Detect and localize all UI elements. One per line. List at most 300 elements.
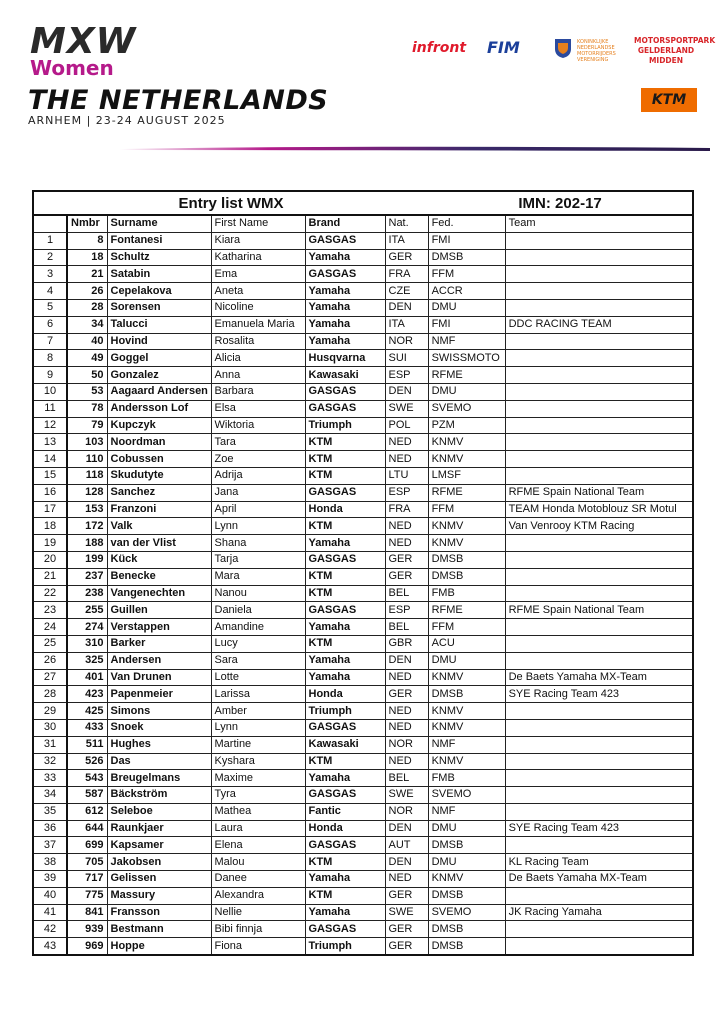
table-row: [33, 535, 693, 552]
rider-fed: KNMV: [428, 703, 505, 720]
table-title: Entry list WMX: [33, 191, 428, 215]
rider-brand: Kawasaki: [305, 736, 385, 753]
rider-team: SYE Racing Team 423: [505, 686, 693, 703]
rider-number: 841: [67, 904, 107, 921]
rider-surname: Van Drunen: [107, 669, 211, 686]
rider-nat: LTU: [385, 467, 428, 484]
rider-fed: DMU: [428, 652, 505, 669]
table-row: [33, 871, 693, 888]
table-row: [33, 299, 693, 316]
col-index: [33, 215, 67, 232]
row-index: 42: [33, 921, 67, 938]
rider-number: 128: [67, 484, 107, 501]
table-row: [33, 232, 693, 249]
rider-nat: BEL: [385, 585, 428, 602]
rider-fed: FMI: [428, 316, 505, 333]
rider-nat: DEN: [385, 652, 428, 669]
rider-fed: FFM: [428, 501, 505, 518]
row-index: 12: [33, 417, 67, 434]
table-row: [33, 787, 693, 804]
rider-brand: Triumph: [305, 417, 385, 434]
knmv-text: KONINKLIJKE NEDERLANDSE MOTORRIJDERS VERENIGING: [577, 39, 616, 63]
rider-nat: NOR: [385, 803, 428, 820]
rider-fed: NMF: [428, 736, 505, 753]
rider-team: [505, 367, 693, 384]
rider-team: [505, 535, 693, 552]
rider-team: [505, 568, 693, 585]
table-row: [33, 350, 693, 367]
rider-number: 310: [67, 635, 107, 652]
rider-first-name: Sara: [211, 652, 305, 669]
mpg-line3: MIDDEN: [648, 56, 684, 65]
rider-fed: KNMV: [428, 753, 505, 770]
table-row: [33, 669, 693, 686]
rider-brand: Yamaha: [305, 249, 385, 266]
row-index: 37: [33, 837, 67, 854]
row-index: 31: [33, 736, 67, 753]
rider-nat: GBR: [385, 635, 428, 652]
table-row: [33, 568, 693, 585]
rider-first-name: Katharina: [211, 249, 305, 266]
rider-first-name: April: [211, 501, 305, 518]
rider-fed: DMU: [428, 299, 505, 316]
rider-number: 34: [67, 316, 107, 333]
rider-first-name: Tara: [211, 434, 305, 451]
rider-fed: DMSB: [428, 837, 505, 854]
rider-fed: PZM: [428, 417, 505, 434]
row-index: 7: [33, 333, 67, 350]
page-title: THE NETHERLANDS: [28, 85, 329, 116]
rider-brand: GASGAS: [305, 266, 385, 283]
rider-first-name: Barbara: [211, 383, 305, 400]
mxw-logo: MXW: [30, 21, 137, 62]
rider-first-name: Zoe: [211, 451, 305, 468]
rider-surname: Raunkjaer: [107, 820, 211, 837]
rider-brand: GASGAS: [305, 921, 385, 938]
rider-team: [505, 434, 693, 451]
rider-number: 255: [67, 602, 107, 619]
col-first-name: First Name: [211, 215, 305, 232]
rider-surname: Noordman: [107, 434, 211, 451]
rider-team: [505, 585, 693, 602]
rider-first-name: Aneta: [211, 283, 305, 300]
row-index: 9: [33, 367, 67, 384]
rider-team: SYE Racing Team 423: [505, 820, 693, 837]
rider-surname: Cobussen: [107, 451, 211, 468]
rider-first-name: Ema: [211, 266, 305, 283]
row-index: 18: [33, 518, 67, 535]
rider-number: 26: [67, 283, 107, 300]
row-index: 1: [33, 232, 67, 249]
rider-fed: DMSB: [428, 568, 505, 585]
rider-brand: Yamaha: [305, 904, 385, 921]
table-row: [33, 316, 693, 333]
row-index: 6: [33, 316, 67, 333]
rider-nat: ITA: [385, 232, 428, 249]
rider-fed: RFME: [428, 367, 505, 384]
table-row: [33, 518, 693, 535]
table-row: [33, 803, 693, 820]
rider-first-name: Elsa: [211, 400, 305, 417]
rider-surname: Bäckström: [107, 787, 211, 804]
rider-fed: KNMV: [428, 535, 505, 552]
rider-first-name: Emanuela Maria: [211, 316, 305, 333]
table-row: [33, 484, 693, 501]
rider-team: DDC RACING TEAM: [505, 316, 693, 333]
rider-number: 103: [67, 434, 107, 451]
rider-team: [505, 736, 693, 753]
rider-number: 775: [67, 887, 107, 904]
rider-team: [505, 467, 693, 484]
row-index: 11: [33, 400, 67, 417]
rider-brand: GASGAS: [305, 400, 385, 417]
table-row: [33, 703, 693, 720]
table-row: [33, 602, 693, 619]
rider-team: [505, 350, 693, 367]
rider-number: 423: [67, 686, 107, 703]
rider-number: 40: [67, 333, 107, 350]
rider-nat: GER: [385, 938, 428, 955]
rider-fed: KNMV: [428, 518, 505, 535]
rider-surname: Kupczyk: [107, 417, 211, 434]
rider-brand: KTM: [305, 753, 385, 770]
rider-nat: GER: [385, 887, 428, 904]
rider-brand: GASGAS: [305, 602, 385, 619]
imn-label: IMN: 202-17: [428, 191, 693, 215]
rider-surname: Cepelakova: [107, 283, 211, 300]
rider-number: 587: [67, 787, 107, 804]
rider-nat: NED: [385, 753, 428, 770]
rider-surname: Satabin: [107, 266, 211, 283]
rider-fed: NMF: [428, 333, 505, 350]
rider-nat: SWE: [385, 400, 428, 417]
rider-surname: Papenmeier: [107, 686, 211, 703]
rider-number: 526: [67, 753, 107, 770]
row-index: 40: [33, 887, 67, 904]
table-row: [33, 467, 693, 484]
rider-team: [505, 299, 693, 316]
rider-surname: Andersson Lof: [107, 400, 211, 417]
row-index: 3: [33, 266, 67, 283]
col-brand: Brand: [305, 215, 385, 232]
rider-first-name: Elena: [211, 837, 305, 854]
rider-brand: KTM: [305, 635, 385, 652]
entry-list-table: [32, 190, 694, 956]
rider-nat: SWE: [385, 787, 428, 804]
rider-nat: FRA: [385, 266, 428, 283]
women-logo: Women: [30, 56, 114, 80]
rider-nat: GER: [385, 551, 428, 568]
table-row: [33, 770, 693, 787]
rider-number: 18: [67, 249, 107, 266]
rider-surname: Breugelmans: [107, 770, 211, 787]
event-subtitle: ARNHEM | 23-24 AUGUST 2025: [28, 114, 226, 127]
rider-nat: NOR: [385, 736, 428, 753]
table-row: [33, 400, 693, 417]
row-index: 39: [33, 871, 67, 888]
rider-surname: Massury: [107, 887, 211, 904]
rider-brand: GASGAS: [305, 232, 385, 249]
row-index: 5: [33, 299, 67, 316]
rider-first-name: Nellie: [211, 904, 305, 921]
col-nat: Nat.: [385, 215, 428, 232]
rider-nat: GER: [385, 686, 428, 703]
rider-fed: LMSF: [428, 467, 505, 484]
rider-fed: SVEMO: [428, 787, 505, 804]
rider-first-name: Nicoline: [211, 299, 305, 316]
table-body: [33, 232, 693, 955]
rider-number: 238: [67, 585, 107, 602]
rider-surname: van der Vlist: [107, 535, 211, 552]
table-title-row: [33, 191, 693, 215]
rider-nat: SUI: [385, 350, 428, 367]
rider-fed: DMSB: [428, 249, 505, 266]
rider-first-name: Jana: [211, 484, 305, 501]
rider-fed: FMI: [428, 232, 505, 249]
rider-nat: ITA: [385, 316, 428, 333]
rider-fed: DMSB: [428, 921, 505, 938]
rider-first-name: Shana: [211, 535, 305, 552]
rider-number: 325: [67, 652, 107, 669]
rider-first-name: Danee: [211, 871, 305, 888]
rider-brand: Husqvarna: [305, 350, 385, 367]
rider-surname: Aagaard Andersen: [107, 383, 211, 400]
rider-first-name: Kiara: [211, 232, 305, 249]
rider-nat: CZE: [385, 283, 428, 300]
rider-number: 237: [67, 568, 107, 585]
rider-surname: Snoek: [107, 719, 211, 736]
rider-first-name: Amber: [211, 703, 305, 720]
rider-surname: Hoppe: [107, 938, 211, 955]
rider-brand: Honda: [305, 501, 385, 518]
rider-nat: DEN: [385, 854, 428, 871]
rider-number: 8: [67, 232, 107, 249]
rider-team: RFME Spain National Team: [505, 484, 693, 501]
row-index: 8: [33, 350, 67, 367]
table-row: [33, 266, 693, 283]
rider-fed: KNMV: [428, 871, 505, 888]
rider-nat: FRA: [385, 501, 428, 518]
table-row: [33, 652, 693, 669]
row-index: 43: [33, 938, 67, 955]
rider-first-name: Alicia: [211, 350, 305, 367]
rider-surname: Verstappen: [107, 619, 211, 636]
table-row: [33, 434, 693, 451]
rider-fed: KNMV: [428, 719, 505, 736]
rider-surname: Das: [107, 753, 211, 770]
rider-team: [505, 652, 693, 669]
rider-surname: Bestmann: [107, 921, 211, 938]
rider-brand: KTM: [305, 568, 385, 585]
rider-first-name: Amandine: [211, 619, 305, 636]
rider-team: [505, 635, 693, 652]
rider-team: TEAM Honda Motoblouz SR Motul: [505, 501, 693, 518]
rider-number: 188: [67, 535, 107, 552]
rider-nat: NOR: [385, 333, 428, 350]
rider-surname: Talucci: [107, 316, 211, 333]
rider-brand: Honda: [305, 686, 385, 703]
rider-team: [505, 803, 693, 820]
ktm-logo: KTM: [641, 88, 697, 112]
rider-fed: FFM: [428, 619, 505, 636]
table-row: [33, 904, 693, 921]
rider-team: [505, 417, 693, 434]
rider-surname: Hovind: [107, 333, 211, 350]
row-index: 21: [33, 568, 67, 585]
rider-number: 53: [67, 383, 107, 400]
row-index: 32: [33, 753, 67, 770]
table-row: [33, 367, 693, 384]
row-index: 22: [33, 585, 67, 602]
rider-team: [505, 400, 693, 417]
table-row: [33, 887, 693, 904]
rider-team: [505, 232, 693, 249]
infront-logo: infront: [412, 40, 467, 56]
rider-brand: Yamaha: [305, 535, 385, 552]
rider-brand: Yamaha: [305, 669, 385, 686]
rider-fed: FFM: [428, 266, 505, 283]
rider-team: [505, 266, 693, 283]
rider-surname: Gelissen: [107, 871, 211, 888]
rider-brand: KTM: [305, 451, 385, 468]
col-surname: Surname: [107, 215, 211, 232]
table-row: [33, 635, 693, 652]
row-index: 17: [33, 501, 67, 518]
rider-nat: GER: [385, 568, 428, 585]
row-index: 13: [33, 434, 67, 451]
rider-fed: DMSB: [428, 686, 505, 703]
rider-fed: KNMV: [428, 451, 505, 468]
rider-surname: Jakobsen: [107, 854, 211, 871]
rider-brand: Yamaha: [305, 299, 385, 316]
row-index: 34: [33, 787, 67, 804]
rider-team: [505, 719, 693, 736]
rider-team: [505, 938, 693, 955]
row-index: 4: [33, 283, 67, 300]
rider-number: 172: [67, 518, 107, 535]
rider-brand: Triumph: [305, 703, 385, 720]
rider-brand: GASGAS: [305, 551, 385, 568]
rider-surname: Gonzalez: [107, 367, 211, 384]
rider-first-name: Martine: [211, 736, 305, 753]
rider-brand: Yamaha: [305, 316, 385, 333]
rider-nat: NED: [385, 669, 428, 686]
rider-fed: SVEMO: [428, 904, 505, 921]
rider-brand: KTM: [305, 585, 385, 602]
rider-number: 79: [67, 417, 107, 434]
row-index: 14: [33, 451, 67, 468]
row-index: 28: [33, 686, 67, 703]
rider-number: 274: [67, 619, 107, 636]
rider-nat: ESP: [385, 484, 428, 501]
rider-brand: Yamaha: [305, 333, 385, 350]
rider-brand: KTM: [305, 854, 385, 871]
column-header-row: [33, 215, 693, 232]
rider-surname: Seleboe: [107, 803, 211, 820]
rider-brand: Fantic: [305, 803, 385, 820]
rider-team: [505, 451, 693, 468]
row-index: 23: [33, 602, 67, 619]
col-team: Team: [505, 215, 693, 232]
row-index: 35: [33, 803, 67, 820]
mpg-line1: MOTORSPORTPARK: [634, 36, 716, 45]
rider-first-name: Alexandra: [211, 887, 305, 904]
mpg-line2: GELDERLAND: [637, 46, 695, 55]
rider-brand: Yamaha: [305, 871, 385, 888]
rider-number: 717: [67, 871, 107, 888]
rider-fed: DMSB: [428, 938, 505, 955]
rider-team: JK Racing Yamaha: [505, 904, 693, 921]
rider-fed: NMF: [428, 803, 505, 820]
rider-number: 21: [67, 266, 107, 283]
rider-surname: Hughes: [107, 736, 211, 753]
rider-fed: DMSB: [428, 887, 505, 904]
row-index: 38: [33, 854, 67, 871]
rider-number: 699: [67, 837, 107, 854]
row-index: 25: [33, 635, 67, 652]
rider-team: [505, 887, 693, 904]
rider-team: De Baets Yamaha MX-Team: [505, 669, 693, 686]
table-row: [33, 249, 693, 266]
rider-team: [505, 383, 693, 400]
rider-nat: DEN: [385, 383, 428, 400]
rider-surname: Guillen: [107, 602, 211, 619]
rider-number: 644: [67, 820, 107, 837]
rider-surname: Barker: [107, 635, 211, 652]
row-index: 20: [33, 551, 67, 568]
rider-team: [505, 249, 693, 266]
rider-first-name: Adrija: [211, 467, 305, 484]
rider-number: 153: [67, 501, 107, 518]
rider-number: 28: [67, 299, 107, 316]
rider-nat: SWE: [385, 904, 428, 921]
rider-brand: GASGAS: [305, 837, 385, 854]
rider-surname: Kapsamer: [107, 837, 211, 854]
rider-number: 118: [67, 467, 107, 484]
rider-brand: Yamaha: [305, 770, 385, 787]
rider-fed: DMU: [428, 854, 505, 871]
rider-nat: POL: [385, 417, 428, 434]
fim-logo: FIM: [487, 38, 520, 57]
rider-number: 50: [67, 367, 107, 384]
table-row: [33, 383, 693, 400]
rider-nat: ESP: [385, 367, 428, 384]
rider-brand: Triumph: [305, 938, 385, 955]
rider-number: 511: [67, 736, 107, 753]
rider-first-name: Tarja: [211, 551, 305, 568]
rider-surname: Skudutyte: [107, 467, 211, 484]
rider-first-name: Mara: [211, 568, 305, 585]
rider-nat: ESP: [385, 602, 428, 619]
rider-first-name: Malou: [211, 854, 305, 871]
rider-team: [505, 770, 693, 787]
rider-fed: KNMV: [428, 669, 505, 686]
table-row: [33, 451, 693, 468]
rider-team: De Baets Yamaha MX-Team: [505, 871, 693, 888]
knmv-shield-icon: [553, 37, 573, 59]
rider-team: RFME Spain National Team: [505, 602, 693, 619]
rider-surname: Andersen: [107, 652, 211, 669]
rider-nat: NED: [385, 518, 428, 535]
rider-fed: DMU: [428, 820, 505, 837]
row-index: 16: [33, 484, 67, 501]
rider-surname: Vangenechten: [107, 585, 211, 602]
rider-nat: GER: [385, 921, 428, 938]
row-index: 41: [33, 904, 67, 921]
table-row: [33, 686, 693, 703]
rider-surname: Valk: [107, 518, 211, 535]
rider-surname: Sorensen: [107, 299, 211, 316]
